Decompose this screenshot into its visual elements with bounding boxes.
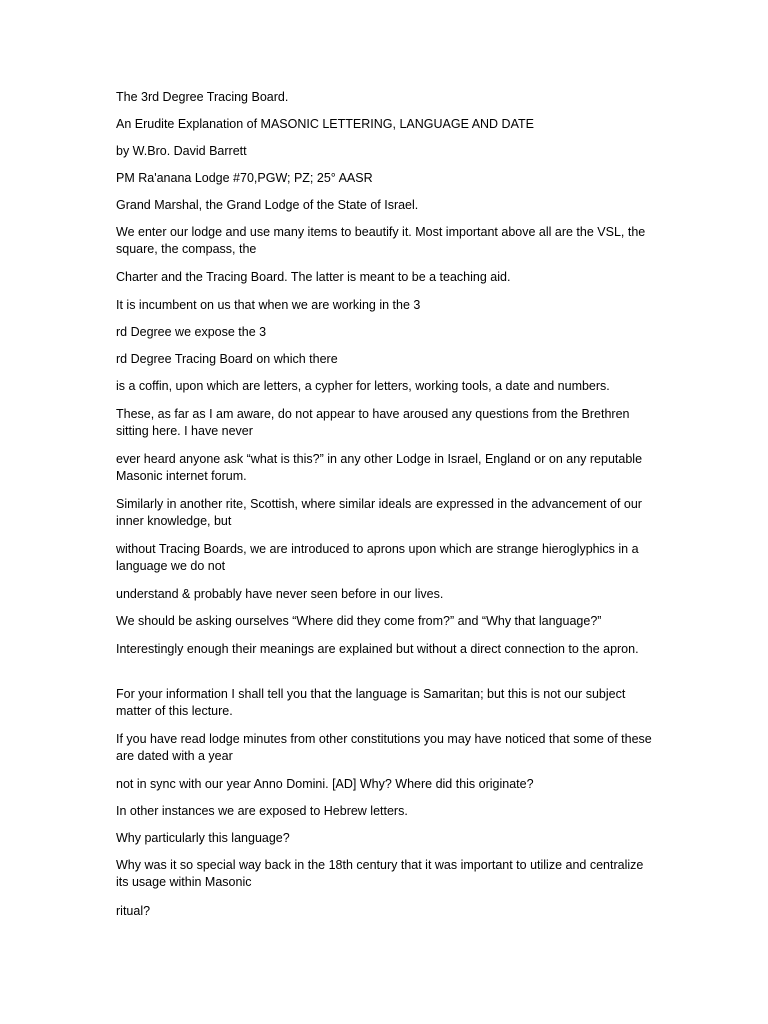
body-paragraph: Charter and the Tracing Board. The latter is meant to be a teaching aid.	[116, 270, 511, 284]
body-paragraph: without Tracing Boards, we are introduced to aprons upon which are strange hieroglyphics in a language we do not	[116, 542, 639, 573]
body-paragraph: If you have read lodge minutes from other constitutions you may have noticed that some of these are dated with a year	[116, 732, 652, 763]
body-paragraph: We enter our lodge and use many items to beautify it. Most important above all are the VSL, the square, the compass, the	[116, 225, 646, 256]
body-paragraph: Why particularly this language?	[116, 831, 290, 845]
body-paragraph: not in sync with our year Anno Domini. [AD] Why? Where did this originate?	[116, 777, 534, 791]
body-paragraph: It is incumbent on us that when we are working in the 3	[116, 298, 421, 312]
body-paragraph: ritual?	[116, 904, 151, 918]
body-paragraph: We should be asking ourselves “Where did they come from?” and “Why that language?”	[116, 614, 602, 628]
doc-author-office: Grand Marshal, the Grand Lodge of the State of Israel.	[116, 198, 419, 212]
doc-author: by W.Bro. David Barrett	[116, 144, 247, 158]
doc-title: The 3rd Degree Tracing Board.	[116, 90, 289, 104]
body-paragraph: rd Degree we expose the 3	[116, 325, 267, 339]
body-paragraph: These, as far as I am aware, do not appear to have aroused any questions from the Brethren sitting here. I have never	[116, 407, 630, 438]
body-paragraph: rd Degree Tracing Board on which there	[116, 352, 338, 366]
body-paragraph: In other instances we are exposed to Hebrew letters.	[116, 804, 408, 818]
body-paragraph: understand & probably have never seen before in our lives.	[116, 587, 444, 601]
body-paragraph: Interestingly enough their meanings are explained but without a direct connection to the apron.	[116, 642, 639, 656]
body-paragraph: ever heard anyone ask “what is this?” in any other Lodge in Israel, England or on any reputable Masonic internet forum.	[116, 452, 643, 483]
doc-subtitle: An Erudite Explanation of MASONIC LETTERING, LANGUAGE AND DATE	[116, 117, 534, 131]
body-paragraph: For your information I shall tell you that the language is Samaritan; but this is not our subject matter of this lecture.	[116, 687, 626, 718]
doc-author-title: PM Ra'anana Lodge #70,PGW; PZ; 25° AASR	[116, 171, 373, 185]
body-paragraph: Similarly in another rite, Scottish, where similar ideals are expressed in the advancement of our inner knowledge, but	[116, 497, 642, 528]
body-paragraph: Why was it so special way back in the 18th century that it was important to utilize and centralize its usage within Masonic	[116, 858, 644, 889]
body-paragraph: is a coffin, upon which are letters, a cypher for letters, working tools, a date and numbers.	[116, 379, 610, 393]
